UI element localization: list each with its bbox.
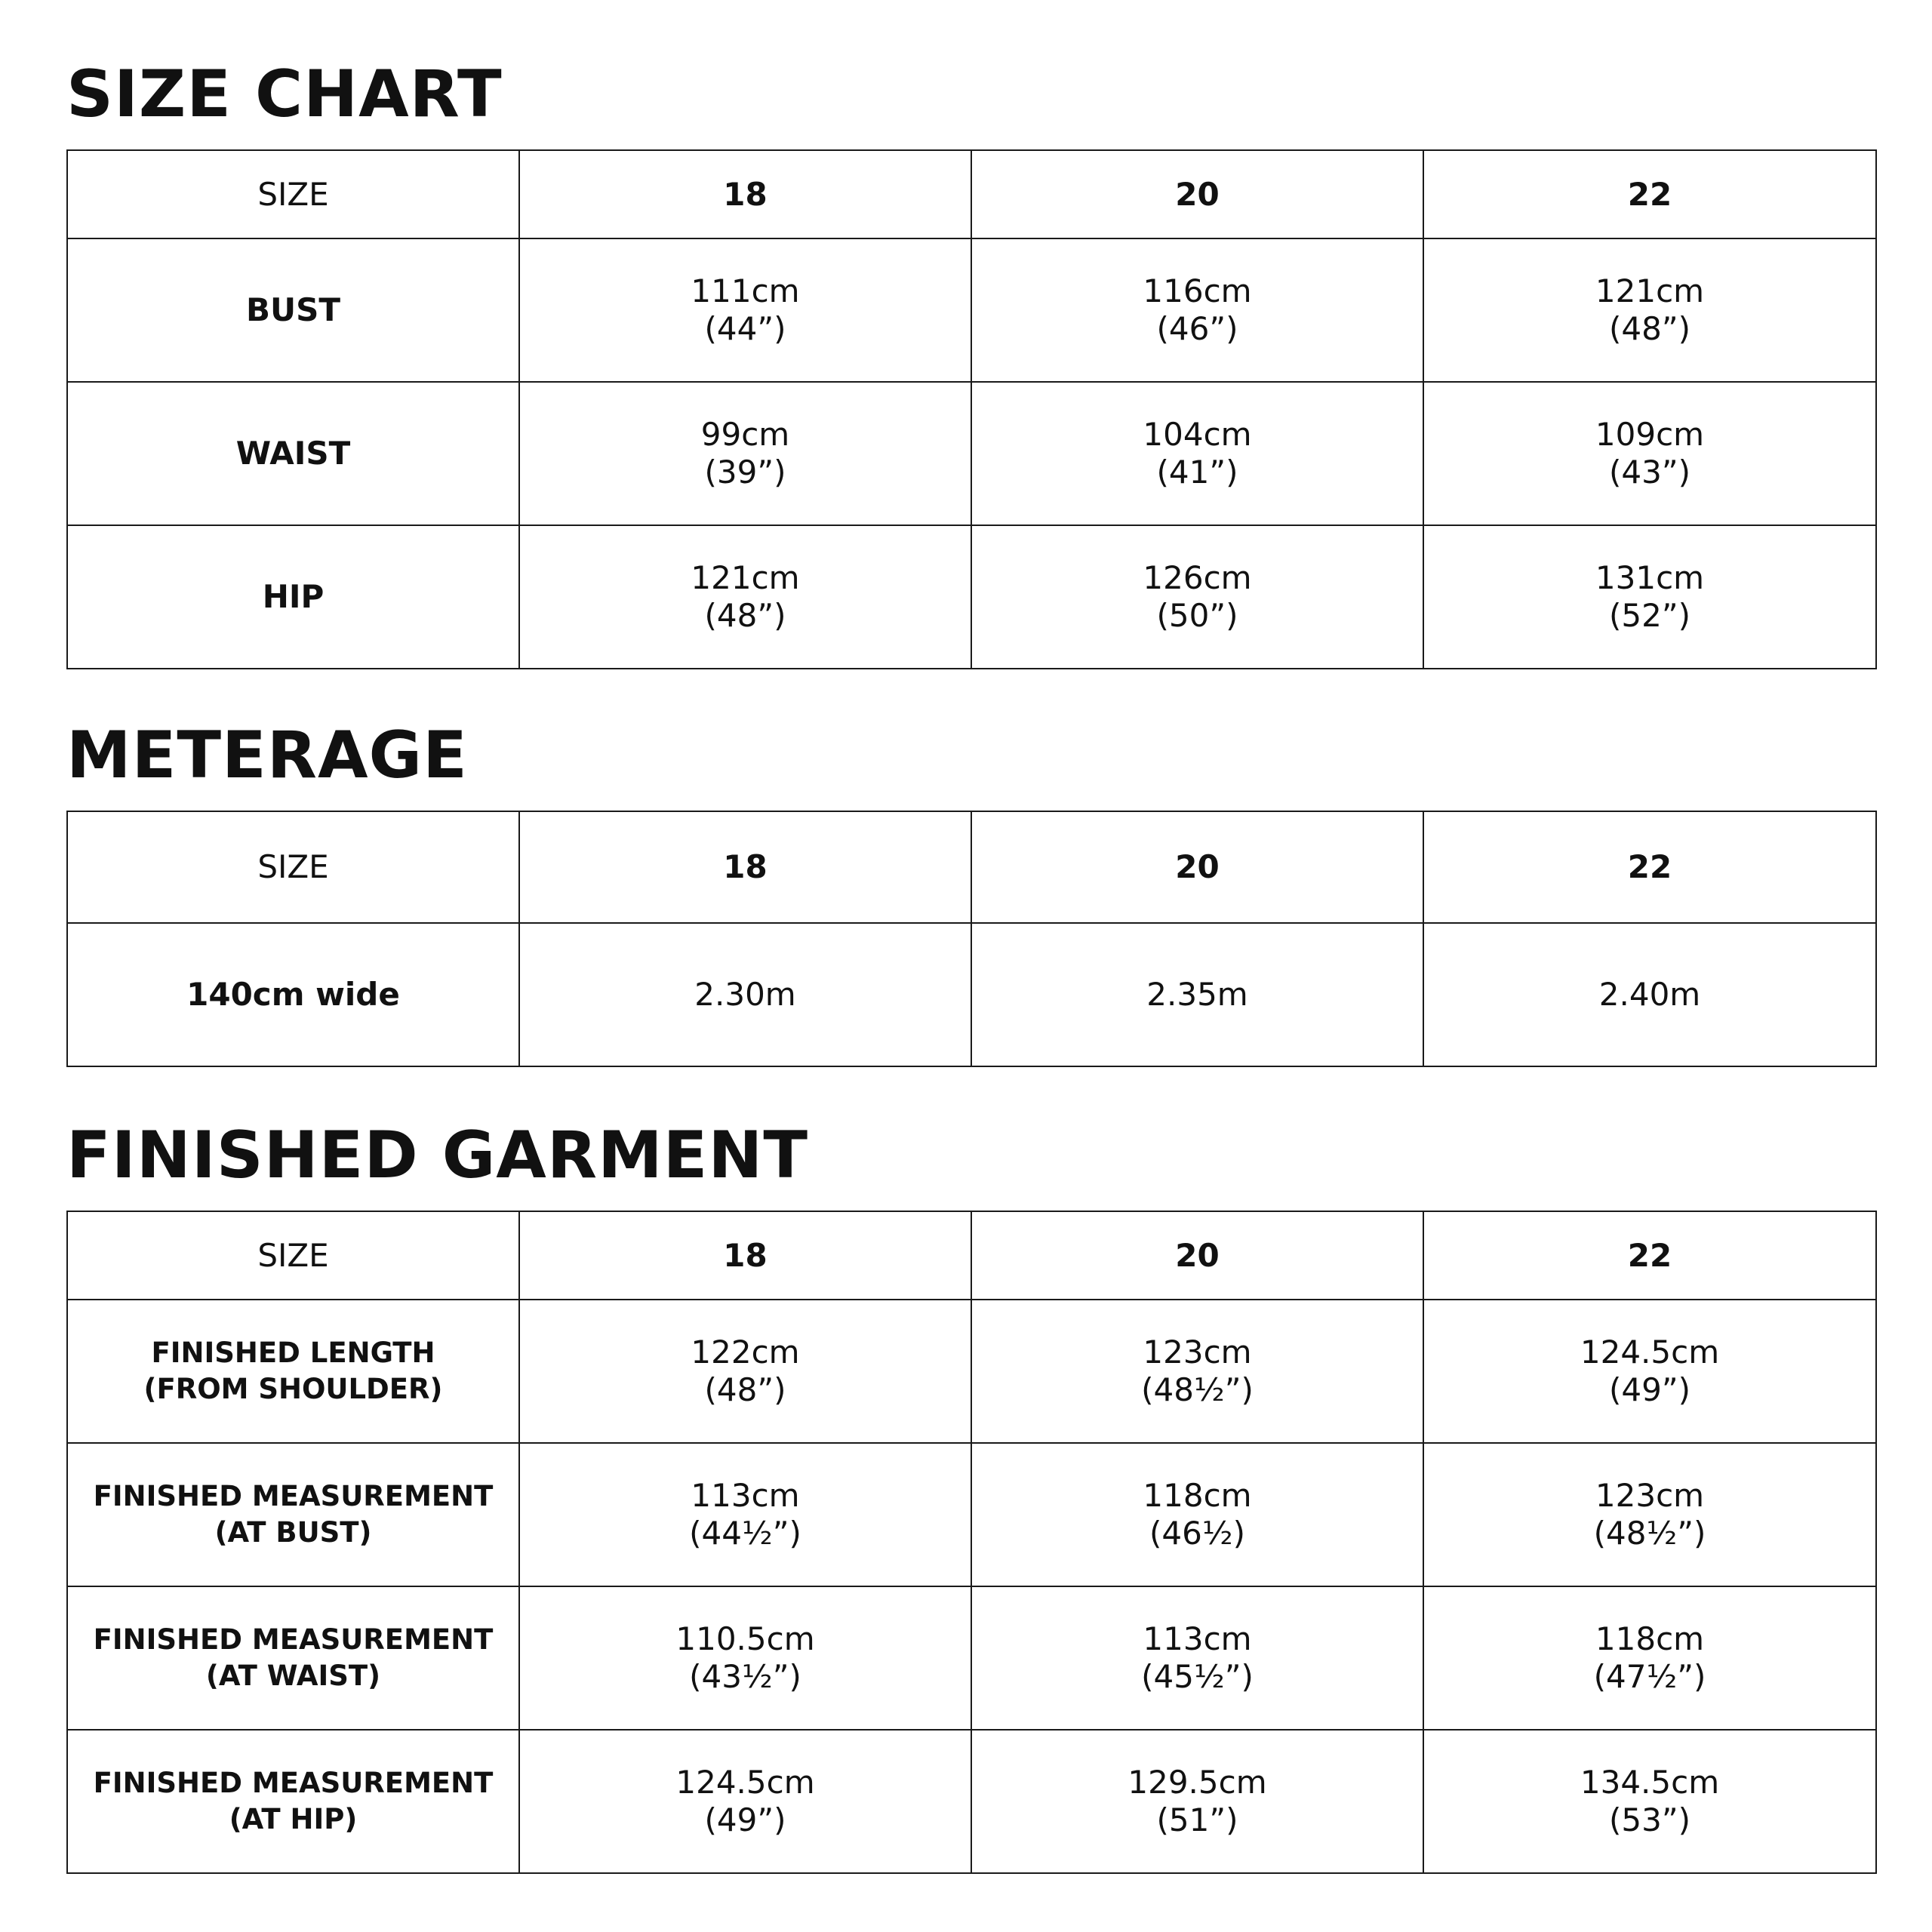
row-label-hip: HIP <box>67 525 519 669</box>
size-column-20: 20 <box>971 811 1423 923</box>
value-inch: (45½”) <box>1141 1658 1254 1695</box>
value-cell <box>971 1300 1423 1443</box>
size-header-cell: SIZE <box>67 811 519 923</box>
value-cm: 104cm <box>1143 416 1252 453</box>
size-column-18: 18 <box>519 811 971 923</box>
finished-garment-title: FINISHED GARMENT <box>66 1118 809 1193</box>
size-column-18: 18 <box>519 1211 971 1300</box>
value-cell <box>519 923 971 1066</box>
value-cell <box>519 1730 971 1873</box>
row-label-finished-length <box>67 1300 519 1443</box>
value-inch: (47½”) <box>1593 1658 1706 1695</box>
value-cm: 123cm <box>1143 1334 1252 1371</box>
value-inch: (43½”) <box>689 1658 801 1695</box>
value-inch: (48”) <box>704 597 786 634</box>
value-inch: (53”) <box>1609 1801 1690 1838</box>
size-column-22: 22 <box>1423 150 1876 238</box>
row-label-line: (AT WAIST) <box>205 1660 381 1692</box>
size-header-cell: SIZE <box>67 1211 519 1300</box>
value-inch: (50”) <box>1156 597 1238 634</box>
value-cm: 121cm <box>691 559 800 596</box>
value-inch: (46½) <box>1149 1515 1245 1552</box>
value-cm: 110.5cm <box>675 1620 815 1657</box>
size-column-20: 20 <box>971 150 1423 238</box>
table-row-finished-length <box>67 1300 1876 1443</box>
value-cell <box>1423 1443 1876 1586</box>
value-cell <box>971 525 1423 669</box>
value-cell <box>971 1443 1423 1586</box>
size-column-22: 22 <box>1423 811 1876 923</box>
value-cell <box>1423 923 1876 1066</box>
value-cell <box>519 1300 971 1443</box>
value-meters: 2.40m <box>1598 976 1701 1013</box>
value-cell <box>971 1730 1423 1873</box>
table-row-bust <box>67 238 1876 382</box>
value-inch: (51”) <box>1156 1801 1238 1838</box>
table-row-finished-bust <box>67 1443 1876 1586</box>
value-cm: 124.5cm <box>675 1764 815 1801</box>
value-cell <box>1423 238 1876 382</box>
value-cell <box>971 238 1423 382</box>
value-cm: 131cm <box>1595 559 1705 596</box>
value-cm: 121cm <box>1595 272 1705 309</box>
value-cell <box>1423 1300 1876 1443</box>
value-inch: (49”) <box>1609 1371 1690 1408</box>
value-cm: 134.5cm <box>1580 1764 1720 1801</box>
value-cell <box>971 1586 1423 1730</box>
value-inch: (48”) <box>1609 310 1690 347</box>
row-label-line: (FROM SHOULDER) <box>143 1373 443 1405</box>
table-header-row <box>67 811 1876 923</box>
value-meters: 2.35m <box>1146 976 1248 1013</box>
value-inch: (43”) <box>1609 454 1690 491</box>
table-row-fabric-width <box>67 923 1876 1066</box>
row-label-fabric-width: 140cm wide <box>67 923 519 1066</box>
value-inch: (48”) <box>704 1371 786 1408</box>
value-cell <box>1423 1586 1876 1730</box>
row-label-line: FINISHED MEASUREMENT <box>93 1767 494 1799</box>
value-cm: 126cm <box>1143 559 1252 596</box>
value-cm: 111cm <box>691 272 800 309</box>
value-cell <box>519 382 971 525</box>
row-label-waist: WAIST <box>67 382 519 525</box>
value-inch: (41”) <box>1156 454 1238 491</box>
value-inch: (48½”) <box>1141 1371 1254 1408</box>
row-label-bust: BUST <box>67 238 519 382</box>
value-inch: (39”) <box>704 454 786 491</box>
table-row-waist <box>67 382 1876 525</box>
value-inch: (46”) <box>1156 310 1238 347</box>
value-cell <box>1423 1730 1876 1873</box>
value-cell <box>971 923 1423 1066</box>
value-cell <box>519 238 971 382</box>
size-header-cell: SIZE <box>67 150 519 238</box>
meterage-table <box>66 811 1877 1067</box>
row-label-finished-hip <box>67 1730 519 1873</box>
table-row-finished-waist <box>67 1586 1876 1730</box>
value-cm: 99cm <box>700 416 790 453</box>
row-label-line: FINISHED LENGTH <box>151 1337 435 1369</box>
row-label-finished-waist <box>67 1586 519 1730</box>
value-inch: (48½”) <box>1593 1515 1706 1552</box>
row-label-line: FINISHED MEASUREMENT <box>93 1480 494 1512</box>
size-column-18: 18 <box>519 150 971 238</box>
value-cm: 113cm <box>1143 1620 1252 1657</box>
row-label-line: (AT BUST) <box>214 1516 372 1549</box>
value-meters: 2.30m <box>694 976 796 1013</box>
value-cm: 118cm <box>1143 1477 1252 1514</box>
size-chart-table <box>66 149 1877 669</box>
value-cm: 113cm <box>691 1477 800 1514</box>
table-row-finished-hip <box>67 1730 1876 1873</box>
value-cell <box>1423 525 1876 669</box>
table-header-row <box>67 1211 1876 1300</box>
value-cm: 123cm <box>1595 1477 1705 1514</box>
value-cell <box>519 1586 971 1730</box>
row-label-line: (AT HIP) <box>229 1803 358 1835</box>
value-cm: 118cm <box>1595 1620 1705 1657</box>
size-column-22: 22 <box>1423 1211 1876 1300</box>
value-cm: 116cm <box>1143 272 1252 309</box>
value-cell <box>971 382 1423 525</box>
value-inch: (49”) <box>704 1801 786 1838</box>
row-label-finished-bust <box>67 1443 519 1586</box>
value-cell <box>519 525 971 669</box>
row-label-line: FINISHED MEASUREMENT <box>93 1623 494 1656</box>
table-header-row <box>67 150 1876 238</box>
size-chart-title: SIZE CHART <box>66 57 503 132</box>
value-cell <box>519 1443 971 1586</box>
value-cm: 122cm <box>691 1334 800 1371</box>
value-inch: (52”) <box>1609 597 1690 634</box>
value-inch: (44”) <box>704 310 786 347</box>
value-cm: 109cm <box>1595 416 1705 453</box>
meterage-title: METERAGE <box>66 718 468 793</box>
size-column-20: 20 <box>971 1211 1423 1300</box>
value-cell <box>1423 382 1876 525</box>
value-cm: 129.5cm <box>1128 1764 1267 1801</box>
finished-garment-table <box>66 1211 1877 1874</box>
value-inch: (44½”) <box>689 1515 801 1552</box>
table-row-hip <box>67 525 1876 669</box>
value-cm: 124.5cm <box>1580 1334 1720 1371</box>
